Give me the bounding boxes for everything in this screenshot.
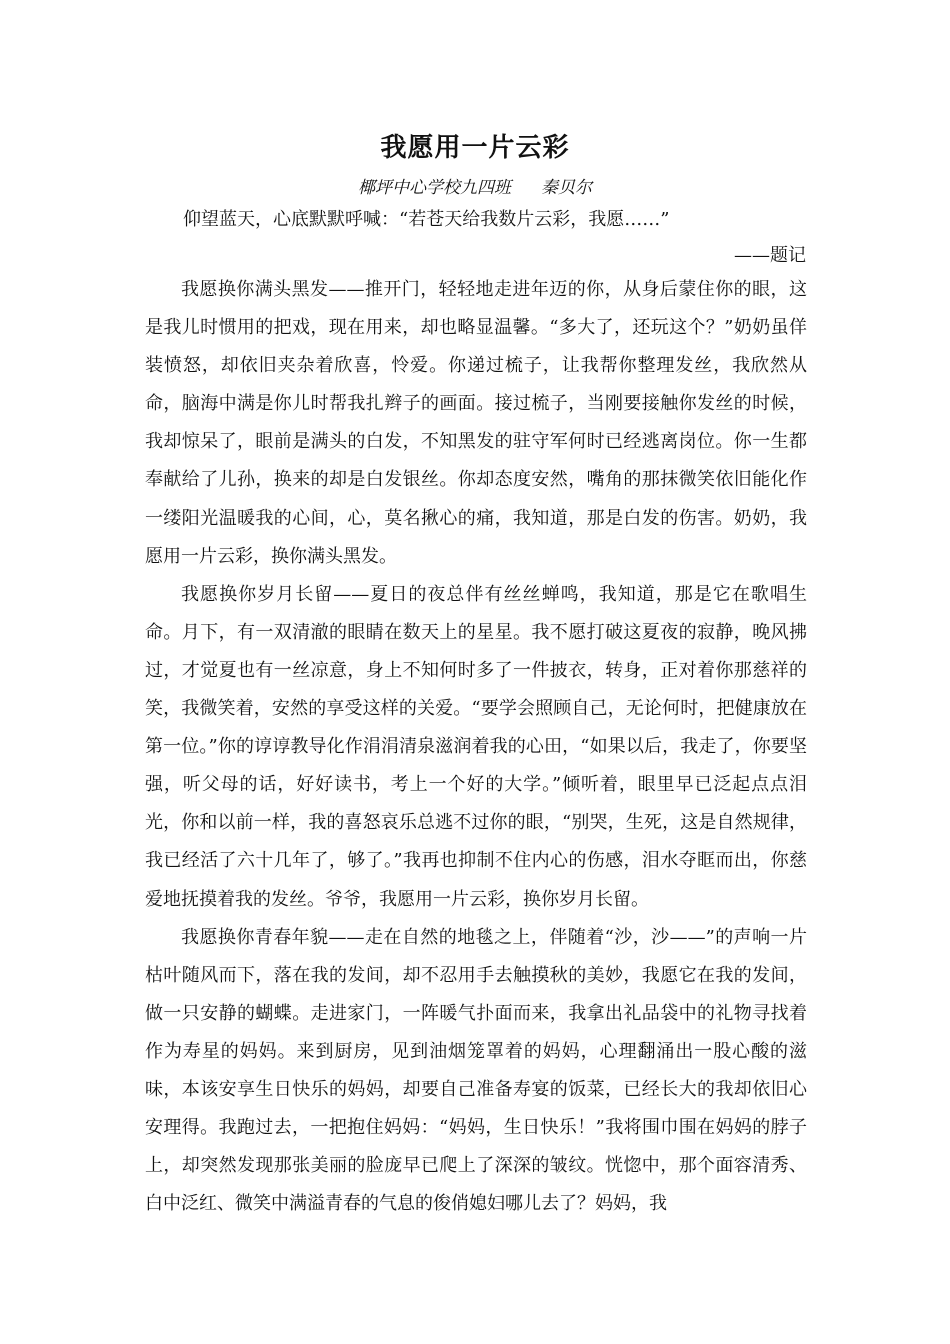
epigraph: 仰望蓝天，心底默默呼喊：“若苍天给我数片云彩，我愿……” [183,209,670,230]
paragraph-grandmother: 我愿换你满头黑发——推开门，轻轻地走进年迈的你，从身后蒙住你的眼，这是我儿时惯用的把戏，现在用来，却也略显温馨。“多大了，还玩这个？”奶奶虽佯装愤怒，却依旧夹杂着欣喜，怜爱。你递过梳子，让我帮你整理发丝，我欣然从命，脑海中满是你儿时帮我扎辫子的画面。接过梳子，当刚要接触你发丝的时候，我却惊呆了，眼前是满头的白发，不知黑发的驻守军何时已经逃离岗位。你一生都奉献给了儿孙，换来的却是白发银丝。你却态度安然，嘴角的那抹微笑依旧能化作一缕阳光温暖我的心间，心，莫名揪心的痛，我知道，那是白发的伤害。奶奶，我愿用一片云彩，换你满头黑发。 [145,279,807,567]
byline [0,174,950,202]
paragraph-grandfather: 我愿换你岁月长留——夏日的夜总伴有丝丝蝉鸣，我知道，那是它在歌唱生命。月下，有一双清澈的眼睛在数天上的星星。我不愿打破这夏夜的寂静，晚风拂过，才觉夏也有一丝凉意，身上不知何时多了一件披衣，转身，正对着你那慈祥的笑，我微笑着，安然的享受这样的关爱。“要学会照顾自己，无论何时，把健康放在第一位。”你的谆谆教导化作涓涓清泉滋润着我的心田，“如果以后，我走了，你要坚强，听父母的话，好好读书，考上一个好的大学。”倾听着，眼里早已泛起点点泪光，你和以前一样，我的喜怒哀乐总逃不过你的眼，“别哭，生死，这是自然规律，我已经活了六十几年了，够了。”我再也抑制不住内心的伤感，泪水夺眶而出，你慈爱地抚摸着我的发丝。爷爷，我愿用一片云彩，换你岁月长留。 [145,583,807,910]
essay-body [145,271,807,1223]
epigraph-inscription: ——题记 [734,245,806,266]
essay-title: 我愿用一片云彩 [380,133,570,163]
school-class: 椰坪中心学校九四班 [358,178,511,198]
author-name: 秦贝尔 [541,178,592,198]
paragraph-mother: 我愿换你青春年貌——走在自然的地毯之上，伴随着“沙，沙——”的声响一片枯叶随风而下，落在我的发间，却不忍用手去触摸秋的美妙，我愿它在我的发间，做一只安静的蝴蝶。走进家门，一阵暖气扑面而来，我拿出礼品袋中的礼物寻找着作为寿星的妈妈。来到厨房，见到油烟笼罩着的妈妈，心理翻涌出一股心酸的滋味，本该安享生日快乐的妈妈，却要自己准备寿宴的饭菜，已经长大的我却依旧心安理得。我跑过去，一把抱住妈妈：“妈妈，生日快乐！”我将围巾围在妈妈的脖子上，却突然发现那张美丽的脸庞早已爬上了深深的皱纹。恍惚中，那个面容清秀、白中泛红、微笑中满溢青春的气息的俊俏媳妇哪儿去了？妈妈，我 [145,926,807,1215]
